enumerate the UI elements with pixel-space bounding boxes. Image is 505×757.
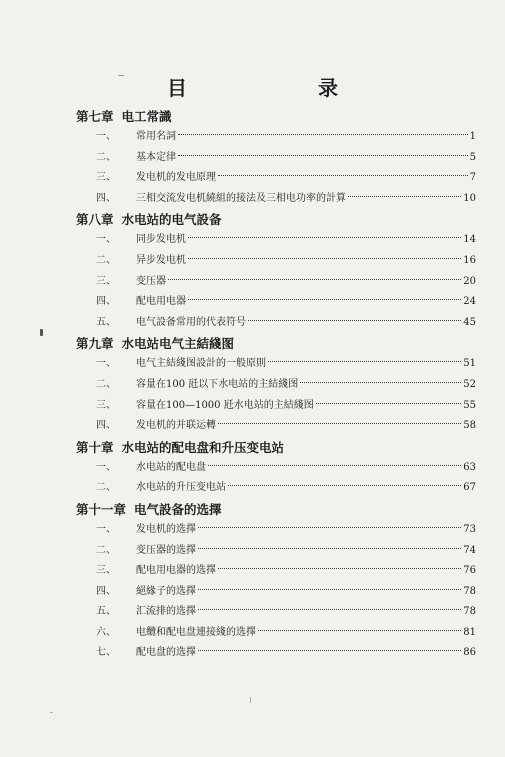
dot-leader [168,279,461,280]
entry-title: 电气主結綫图設計的一般原則 [136,358,266,370]
toc-entry [76,561,476,582]
toc-entry [76,168,476,189]
toc-entry [76,292,476,313]
entry-page-number: 20 [463,275,476,287]
entry-title: 电气設备常用的代表符号 [136,316,246,328]
toc-entry [76,541,476,562]
entry-title: 配电用电器 [136,296,186,308]
toc-entry [76,189,476,210]
toc-entry [76,458,476,479]
entry-title: 发电机的发电原理 [136,172,216,184]
entry-page-number: 81 [463,626,476,638]
scan-speck [50,712,53,713]
dot-leader [268,361,461,362]
chapter-number: 第七章 [76,109,114,124]
entry-page-number: 5 [469,151,476,163]
scan-speck [250,697,251,703]
entry-number: 四、 [96,585,116,597]
chapter-title: 水电站电气主結綫图 [121,336,235,352]
entry-title: 异步发电机 [136,254,186,266]
dot-leader [198,650,461,651]
dot-leader [258,630,461,631]
chapter-heading [76,499,476,520]
dot-leader [348,196,461,197]
entry-page-number: 76 [463,565,476,577]
entry-number: 一、 [96,234,116,246]
entry-title: 容量在100 瓩以下水电站的主結綫图 [136,378,299,390]
entry-title: 常用名詞 [136,131,176,142]
entry-number: 一、 [96,461,116,473]
chapter-heading [76,437,476,458]
dot-leader [208,465,461,466]
entry-title: 变压器 [136,275,166,287]
toc-entry [76,230,476,251]
entry-title: 水电站的升压变电站 [136,482,226,494]
entry-page-number: 14 [463,234,476,246]
entry-page-number: 16 [463,254,476,266]
entry-page-number: 63 [463,461,476,473]
dot-leader [178,155,468,156]
dot-leader [198,548,461,549]
toc-entry [76,582,476,603]
entry-title: 发电机的并联运轉 [136,420,216,432]
entry-title: 变压器的选擇 [136,544,196,556]
dot-leader [188,258,461,259]
entry-title: 汇流排的选擇 [136,606,196,618]
entry-title: 发电机的选擇 [136,523,196,535]
entry-number: 二、 [96,482,116,494]
toc-entry [76,623,476,644]
entry-title: 絕緣子的选擇 [136,585,196,597]
entry-number: 三、 [96,399,116,411]
chapter-number: 第九章 [76,336,114,352]
dot-leader [218,423,461,424]
chapter-title: 电气設备的选擇 [134,501,222,517]
entry-page-number: 1 [469,131,476,142]
entry-number: 四、 [96,192,116,204]
toc-entry [76,396,476,417]
entry-title: 三相交流发电机繞組的接法及三相电功率的計算 [136,192,346,204]
toc-entry [76,520,476,541]
entry-number: 一、 [96,358,116,370]
entry-page-number: 67 [463,482,476,494]
chapter-title: 电工常識 [121,109,172,124]
toc-entry [76,416,476,437]
scan-speck [118,75,124,76]
entry-page-number: 78 [463,606,476,618]
entry-page-number: 51 [463,358,476,370]
chapter-number: 第十一章 [76,501,127,517]
dot-leader [300,382,461,383]
entry-title: 基本定律 [136,151,176,163]
table-of-contents [76,106,476,664]
entry-number: 二、 [96,544,116,556]
entry-page-number: 24 [463,296,476,308]
dot-leader [248,320,461,321]
entry-page-number: 73 [463,523,476,535]
entry-number: 四、 [96,296,116,308]
entry-number: 三、 [96,172,116,184]
entry-number: 七、 [96,647,116,659]
entry-page-number: 58 [463,420,476,432]
entry-title: 水电站的配电盘 [136,461,206,473]
chapter-title: 水电站的电气設备 [121,212,222,228]
chapter-heading [76,209,476,230]
entry-number: 三、 [96,565,116,577]
entry-number: 一、 [96,131,116,142]
toc-entry [76,313,476,334]
entry-number: 六、 [96,626,116,638]
entry-title: 同步发电机 [136,234,186,246]
entry-page-number: 52 [463,378,476,390]
toc-entry [76,272,476,293]
toc-entry [76,127,476,148]
dot-leader [198,527,461,528]
dot-leader [198,589,461,590]
entry-title: 电纜和配电盘連接綫的选擇 [136,626,256,638]
chapter-heading [76,333,476,354]
chapter-number: 第十章 [76,439,114,455]
entry-page-number: 10 [463,192,476,204]
toc-entry [76,251,476,272]
page-title: 目 录 [167,76,400,100]
dot-leader [198,609,461,610]
entry-number: 五、 [96,606,116,618]
entry-page-number: 45 [463,316,476,328]
entry-title: 容量在100—1000 瓩水电站的主結綫图 [136,399,314,411]
dot-leader [178,134,468,135]
dot-leader [218,175,468,176]
entry-page-number: 78 [463,585,476,597]
entry-number: 五、 [96,316,116,328]
entry-title: 配电用电器的选擇 [136,565,216,577]
toc-entry [76,478,476,499]
entry-number: 一、 [96,523,116,535]
chapter-heading [76,106,476,127]
toc-entry [76,354,476,375]
entry-number: 三、 [96,275,116,287]
entry-number: 四、 [96,420,116,432]
entry-page-number: 86 [463,647,476,659]
dot-leader [188,237,461,238]
entry-title: 配电盘的选擇 [136,647,196,659]
chapter-title: 水电站的配电盘和升压变电站 [121,439,285,455]
toc-entry [76,602,476,623]
entry-number: 二、 [96,254,116,266]
entry-number: 二、 [96,151,116,163]
entry-number: 二、 [96,378,116,390]
toc-entry [76,148,476,169]
entry-page-number: 74 [463,544,476,556]
dot-leader [228,485,461,486]
entry-page-number: 7 [469,172,476,184]
toc-entry [76,375,476,396]
dot-leader [218,568,461,569]
dot-leader [316,403,462,404]
dot-leader [188,299,461,300]
toc-entry [76,643,476,664]
entry-page-number: 55 [463,399,476,411]
chapter-number: 第八章 [76,212,114,228]
scan-speck [40,329,43,336]
